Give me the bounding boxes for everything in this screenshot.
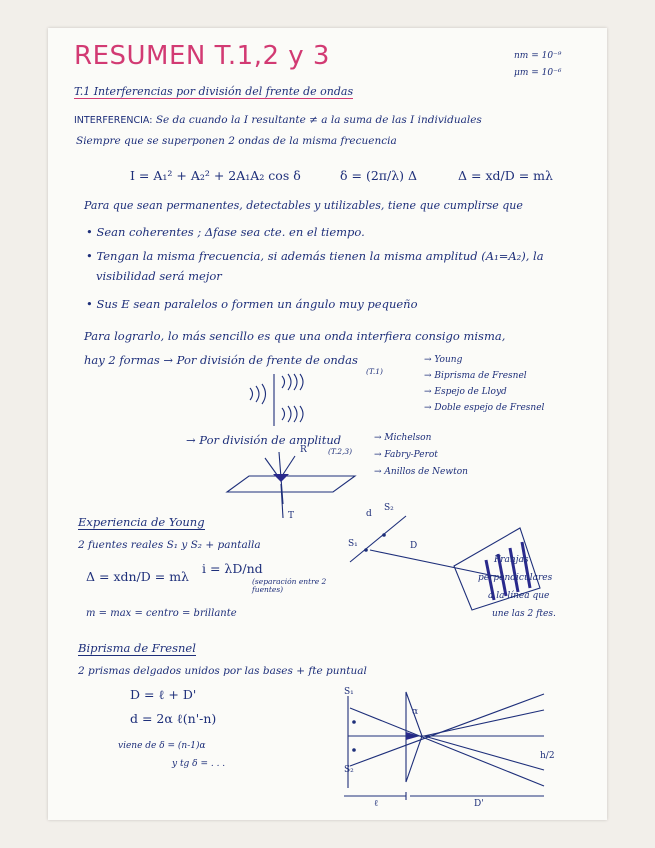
definition-line-1 — [74, 115, 482, 127]
fresnel-derivation-2: y tg δ = . . . — [172, 759, 226, 769]
diagram-label-r: R — [300, 445, 307, 455]
amplitude-item-michelson: → Michelson — [374, 433, 432, 443]
wavefront-division-diagram — [238, 370, 328, 430]
bullet-frequency: • Tengan la misma frecuencia, si además tienen la misma amplitud (A₁=A₂), la — [86, 249, 544, 263]
wavefront-item-double-mirror: → Doble espejo de Fresnel — [424, 403, 545, 413]
conditions-intro: Para que sean permanentes, detectables y utilizables, tiene que cumplirse que — [84, 199, 523, 212]
page-title: RESUMEN T.1,2 y 3 — [74, 41, 330, 71]
fringes-line-4: une las 2 ftes. — [492, 609, 556, 619]
ways-line-1: Para lograrlo, lo más sencillo es que una onda interfiera consigo misma, — [84, 329, 506, 343]
fresnel-label-l: ℓ — [374, 799, 379, 809]
fresnel-label-alpha: α — [412, 707, 419, 717]
definition-line-2: Siempre que se superponen 2 ondas de la misma frecuencia — [76, 135, 397, 147]
unit-um: μm = 10⁻⁶ — [514, 68, 562, 78]
fringes-line-2: perpendiculares — [478, 573, 553, 583]
fresnel-label-s1: S₁ — [344, 687, 354, 697]
young-equation-note: (separación entre 2 fuentes) — [252, 577, 327, 595]
bullet-coherent: • Sean coherentes ; Δfase sea cte. en el tiempo. — [86, 225, 365, 239]
section-heading-t1: T.1 Interferencias por división del frente de ondas — [74, 85, 354, 98]
section-heading-fresnel: Biprisma de Fresnel — [78, 641, 196, 655]
wavefront-item-lloyd: → Espejo de Lloyd — [424, 387, 507, 397]
ways-line-2: hay 2 formas → Por división de frente de ondas — [84, 353, 358, 367]
amplitude-division-label: → Por división de amplitud — [186, 433, 342, 447]
wavefront-item-young: → Young — [424, 355, 463, 365]
fresnel-label-s2: S₂ — [344, 765, 354, 775]
equation-intensity: I = A₁² + A₂² + 2A₁A₂ cos δ — [130, 168, 301, 183]
fringes-line-3: a la línea que — [488, 591, 550, 601]
equation-phase: δ = (2π/λ) Δ — [340, 168, 418, 183]
fresnel-derivation-1: viene de δ = (n-1)α — [118, 741, 206, 751]
equation-path-difference: Δ = xd/D = mλ — [458, 168, 553, 183]
definition-label: INTERFERENCIA: — [74, 115, 153, 126]
ways-note-t1: (T.1) — [366, 367, 383, 376]
young-maximum-line: m = max = centro = brillante — [86, 608, 237, 619]
young-equation-path: Δ = xdn/D = mλ — [86, 569, 189, 584]
diagram-label-t: T — [288, 511, 295, 521]
young-equation-fringe-spacing: i = λD/nd — [202, 561, 263, 576]
unit-nm: nm = 10⁻⁹ — [514, 51, 562, 61]
amplitude-item-newton: → Anillos de Newton — [374, 467, 468, 477]
fresnel-label-half-height: h/2 — [540, 751, 555, 761]
amplitude-item-fabry-perot: → Fabry-Perot — [374, 450, 438, 460]
amplitude-note: (T.2,3) — [328, 447, 353, 456]
young-label-s2: S₂ — [384, 503, 394, 513]
fresnel-biprisma-diagram — [338, 688, 553, 808]
notes-sheet — [48, 28, 607, 820]
section-heading-young: Experiencia de Young — [78, 515, 205, 529]
young-label-s1: S₁ — [348, 539, 358, 549]
fresnel-equation-separation: d = 2α ℓ(n'-n) — [130, 711, 217, 726]
wavefront-item-biprisma: → Biprisma de Fresnel — [424, 371, 527, 381]
bullet-parallel-fields: • Sus E sean paralelos o formen un ángulo muy pequeño — [86, 297, 418, 311]
young-label-d: d — [366, 509, 372, 519]
fresnel-equation-distance: D = ℓ + D' — [130, 687, 197, 702]
young-label-screen-distance: D — [410, 541, 418, 551]
definition-text: Se da cuando la I resultante ≠ a la suma de las I individuales — [155, 114, 482, 126]
fringes-line-1: Franjas — [494, 555, 529, 565]
bullet-frequency-cont: visibilidad será mejor — [96, 269, 222, 283]
fresnel-label-d-prime: D' — [474, 799, 484, 809]
young-sources-line: 2 fuentes reales S₁ y S₂ + pantalla — [78, 539, 261, 551]
fresnel-description: 2 prismas delgados unidos por las bases + fte puntual — [78, 665, 367, 677]
